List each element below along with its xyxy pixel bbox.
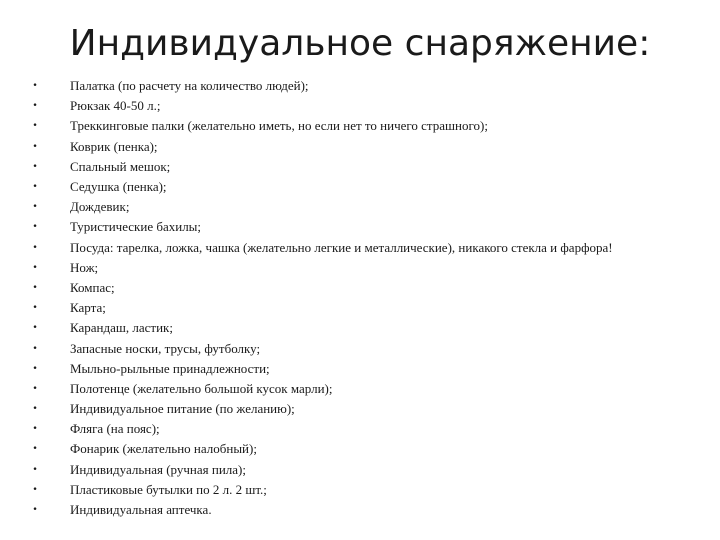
list-item <box>30 480 710 500</box>
bullet-icon: • <box>32 222 38 233</box>
list-item-text: Индивидуальное питание (по желанию); <box>70 401 295 417</box>
bullet-icon: • <box>32 182 38 193</box>
list-item <box>30 76 710 96</box>
list-item <box>30 379 710 399</box>
bullet-icon: • <box>32 323 38 334</box>
list-item <box>30 177 710 197</box>
equipment-list <box>30 76 710 520</box>
list-item <box>30 157 710 177</box>
list-item <box>30 116 710 136</box>
bullet-icon: • <box>32 424 38 435</box>
slide-title: Индивидуальное снаряжение: <box>69 23 651 64</box>
list-item-text: Компас; <box>70 279 115 295</box>
list-item-text: Седушка (пенка); <box>70 179 167 195</box>
list-item <box>30 399 710 419</box>
list-item-text: Индивидуальная аптечка. <box>70 502 212 518</box>
list-item-text: Коврик (пенка); <box>70 138 158 154</box>
list-item-text: Фонарик (желательно налобный); <box>70 441 257 457</box>
bullet-icon: • <box>32 303 38 314</box>
list-item-text: Запасные носки, трусы, футболку; <box>70 340 261 356</box>
bullet-icon: • <box>32 363 38 374</box>
list-item <box>30 217 710 237</box>
bullet-icon: • <box>32 242 38 253</box>
bullet-icon: • <box>32 505 38 516</box>
list-item-text: Посуда: тарелка, ложка, чашка (желательно легкие и металлические), никакого стекла и фарфора! <box>70 239 613 255</box>
list-item-text: Рюкзак 40-50 л.; <box>70 98 161 114</box>
list-item-text: Карандаш, ластик; <box>70 320 173 336</box>
list-item <box>30 359 710 379</box>
list-item-text: Фляга (на пояс); <box>70 421 160 437</box>
list-item <box>30 338 710 358</box>
bullet-icon: • <box>32 484 38 495</box>
list-item <box>30 500 710 520</box>
list-item-text: Спальный мешок; <box>70 158 171 174</box>
list-item <box>30 238 710 258</box>
list-item <box>30 96 710 116</box>
list-item <box>30 298 710 318</box>
bullet-icon: • <box>32 101 38 112</box>
list-item <box>30 258 710 278</box>
bullet-icon: • <box>32 444 38 455</box>
list-item <box>30 197 710 217</box>
list-item-text: Карта; <box>70 300 106 316</box>
list-item-text: Полотенце (желательно большой кусок марли); <box>70 380 333 396</box>
list-item-text: Пластиковые бутылки по 2 л. 2 шт.; <box>70 481 267 497</box>
bullet-icon: • <box>32 161 38 172</box>
list-item-text: Индивидуальная (ручная пила); <box>70 461 246 477</box>
list-item <box>30 460 710 480</box>
bullet-icon: • <box>32 121 38 132</box>
list-item-text: Треккинговые палки (желательно иметь, но если нет то ничего страшного); <box>70 118 488 134</box>
list-item-text: Туристические бахилы; <box>70 219 202 235</box>
list-item <box>30 137 710 157</box>
list-item <box>30 419 710 439</box>
list-item <box>30 318 710 338</box>
list-item <box>30 278 710 298</box>
list-item-text: Дождевик; <box>70 199 130 215</box>
bullet-icon: • <box>32 202 38 213</box>
list-item-text: Мыльно-рыльные принадлежности; <box>70 360 270 376</box>
bullet-icon: • <box>32 383 38 394</box>
bullet-icon: • <box>32 81 38 92</box>
list-item <box>30 439 710 459</box>
bullet-icon: • <box>32 343 38 354</box>
bullet-icon: • <box>32 141 38 152</box>
bullet-icon: • <box>32 404 38 415</box>
bullet-icon: • <box>32 282 38 293</box>
bullet-icon: • <box>32 262 38 273</box>
list-item-text: Нож; <box>70 259 99 275</box>
bullet-icon: • <box>32 464 38 475</box>
list-item-text: Палатка (по расчету на количество людей); <box>70 78 309 94</box>
